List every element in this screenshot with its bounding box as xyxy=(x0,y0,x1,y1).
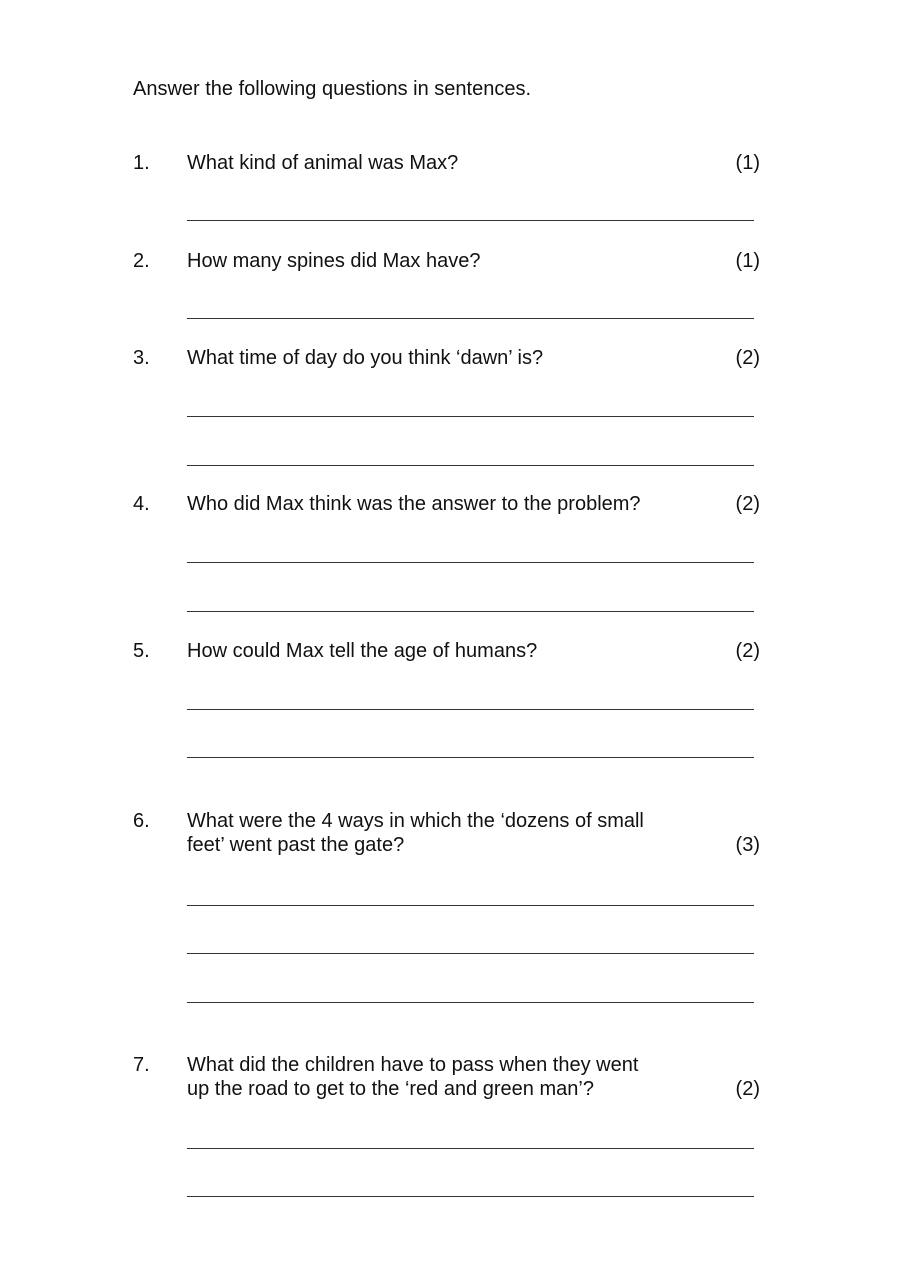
answer-line[interactable] xyxy=(187,562,754,563)
answer-line[interactable] xyxy=(187,1148,754,1149)
question-number: 1. xyxy=(133,152,150,174)
question-marks: (1) xyxy=(735,250,760,272)
question-text xyxy=(187,809,687,857)
question-text xyxy=(187,1053,687,1101)
question-marks: (2) xyxy=(735,347,760,369)
question-number: 6. xyxy=(133,810,150,832)
question-text xyxy=(187,249,687,273)
answer-line[interactable] xyxy=(187,1196,754,1197)
question-text xyxy=(187,346,687,370)
question-marks: (3) xyxy=(735,834,760,856)
answer-line[interactable] xyxy=(187,611,754,612)
question-text-line: What did the children have to pass when they went xyxy=(187,1054,639,1076)
answer-line[interactable] xyxy=(187,1002,754,1003)
question-text-line: feet’ went past the gate? xyxy=(187,834,405,856)
instruction-heading: Answer the following questions in sentences. xyxy=(133,78,532,100)
question-number: 4. xyxy=(133,493,150,515)
question-number: 7. xyxy=(133,1054,150,1076)
question-number: 3. xyxy=(133,347,150,369)
answer-line[interactable] xyxy=(187,953,754,954)
answer-line[interactable] xyxy=(187,905,754,906)
question-text-line: Who did Max think was the answer to the problem? xyxy=(187,493,641,515)
question-marks: (2) xyxy=(735,493,760,515)
question-text-line: What were the 4 ways in which the ‘dozens of small xyxy=(187,810,644,832)
question-text xyxy=(187,492,687,516)
question-text xyxy=(187,151,687,175)
question-marks: (2) xyxy=(735,1078,760,1100)
question-text-line: What kind of animal was Max? xyxy=(187,152,459,174)
answer-line[interactable] xyxy=(187,465,754,466)
question-text-line: What time of day do you think ‘dawn’ is? xyxy=(187,347,544,369)
answer-line[interactable] xyxy=(187,709,754,710)
question-text-line: How could Max tell the age of humans? xyxy=(187,640,538,662)
question-text-line: up the road to get to the ‘red and green man’? xyxy=(187,1078,594,1100)
answer-line[interactable] xyxy=(187,220,754,221)
question-number: 2. xyxy=(133,250,150,272)
question-marks: (1) xyxy=(735,152,760,174)
answer-line[interactable] xyxy=(187,757,754,758)
question-marks: (2) xyxy=(735,640,760,662)
question-text xyxy=(187,639,687,663)
answer-line[interactable] xyxy=(187,416,754,417)
question-number: 5. xyxy=(133,640,150,662)
answer-line[interactable] xyxy=(187,318,754,319)
question-text-line: How many spines did Max have? xyxy=(187,250,481,272)
